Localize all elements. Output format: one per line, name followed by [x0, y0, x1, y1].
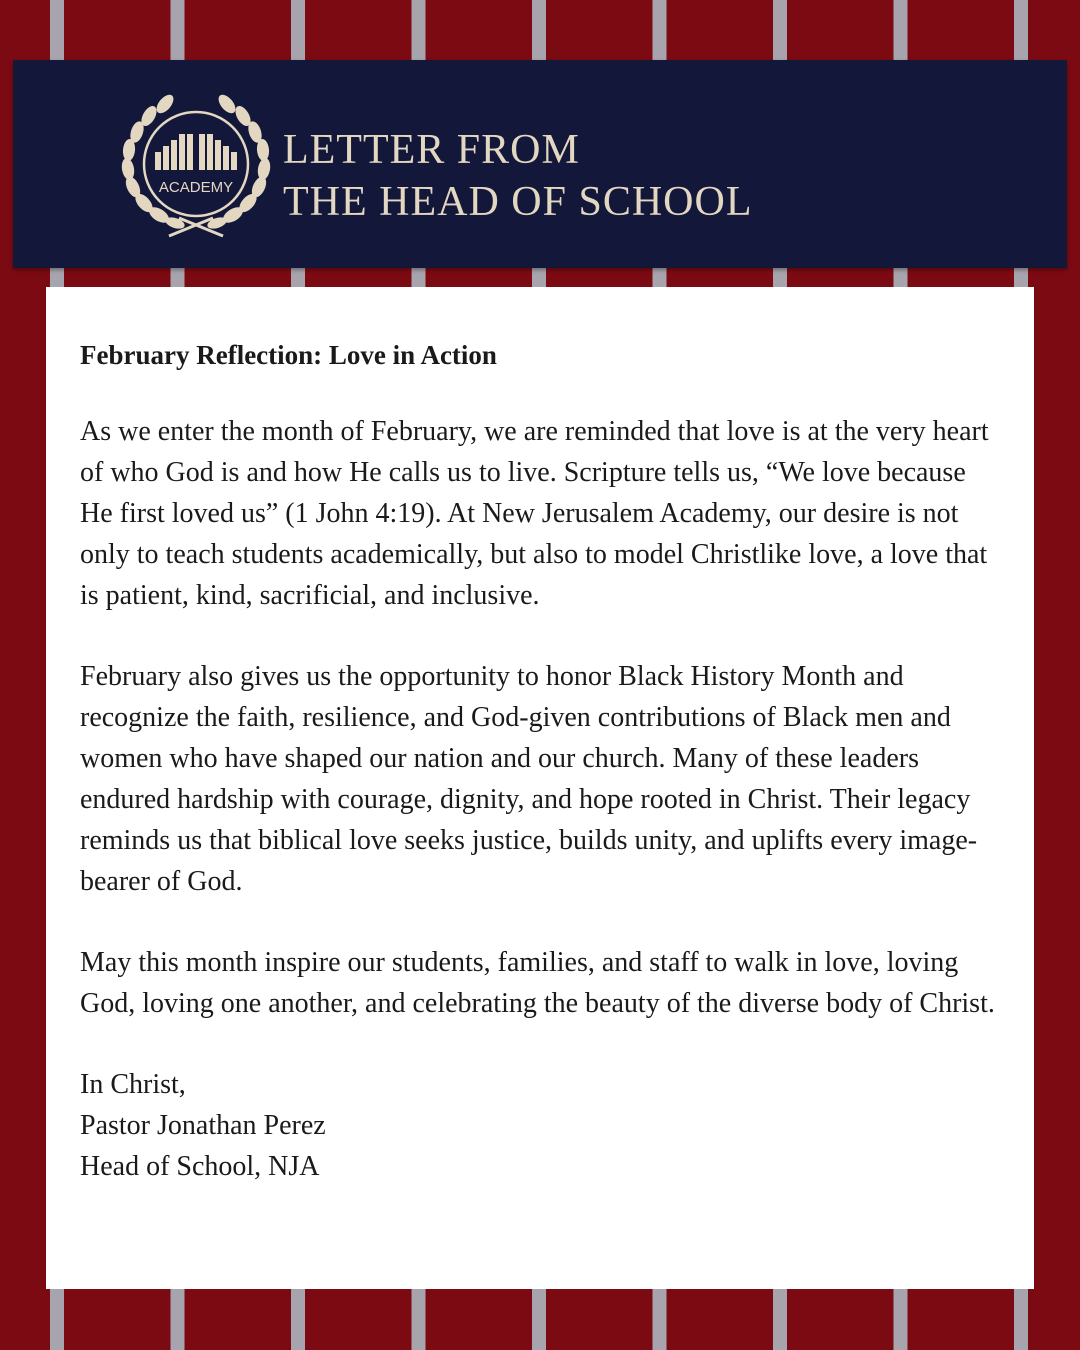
letter-paragraph: February also gives us the opportunity to honor Black History Month and recognize the faith, resilience, and God-given contributions of Black men and women who have shaped our nation and our church. Many of these leaders endured hardship with courage, dignity, and hope rooted in Christ. Their legacy reminds us that biblical love seeks justice, builds unity, and uplifts every image-bearer of God. — [80, 661, 978, 897]
header-banner — [13, 60, 1067, 268]
banner-title — [283, 124, 753, 228]
banner-title-line-2: THE HEAD OF SCHOOL — [283, 179, 753, 225]
signature-block — [80, 1064, 1000, 1187]
laurel-wreath-icon — [113, 90, 279, 242]
banner-title-line-1: LETTER FROM — [283, 127, 580, 173]
signer-name: Pastor Jonathan Perez — [80, 1110, 326, 1141]
letter-heading: February Reflection: Love in Action — [80, 340, 497, 370]
logo-text: ACADEMY — [158, 179, 234, 196]
letter-card — [46, 287, 1034, 1289]
closing-line: In Christ, — [80, 1069, 186, 1100]
letter-paragraph: May this month inspire our students, families, and staff to walk in love, loving God, loving one another, and celebrating the beauty of the diverse body of Christ. — [80, 947, 995, 1019]
letter-paragraph: As we enter the month of February, we are reminded that love is at the very heart of who God is and how He calls us to live. Scripture tells us, “We love because He first loved us” (1 John 4:19). At New Jerusalem Academy, our desire is not only to teach students academically, but also to model Christlike love, a love that is patient, kind, sacrificial, and inclusive. — [80, 416, 989, 611]
signer-title: Head of School, NJA — [80, 1151, 320, 1182]
